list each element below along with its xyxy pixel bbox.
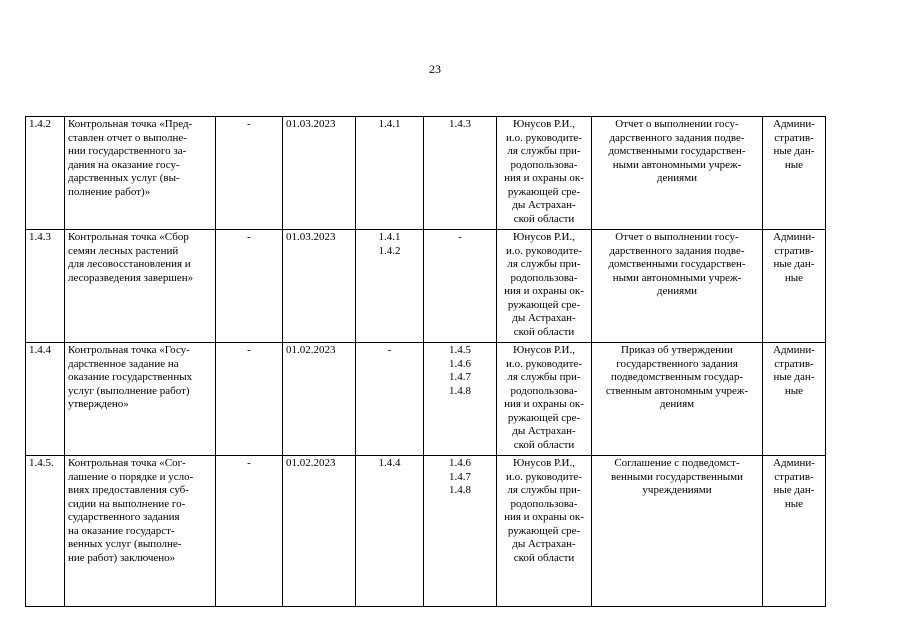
row-predecessors: 1.4.1 1.4.2 bbox=[356, 230, 424, 343]
table-row bbox=[26, 343, 826, 456]
row-predecessors: 1.4.4 bbox=[356, 456, 424, 607]
page-number: 23 bbox=[429, 62, 441, 76]
row-number: 1.4.5. bbox=[26, 456, 65, 607]
row-source: Админи- стратив- ные дан- ные bbox=[763, 456, 826, 607]
row-responsible: Юнусов Р.И., и.о. руководите- ля службы при- родопользова- ния и охраны ок- ружающей сре- ды Астрахан- ской области bbox=[497, 343, 592, 456]
row-number: 1.4.4 bbox=[26, 343, 65, 456]
row-number: 1.4.3 bbox=[26, 230, 65, 343]
row-dash: - bbox=[216, 117, 283, 230]
row-source: Админи- стратив- ные дан- ные bbox=[763, 230, 826, 343]
row-title: Контрольная точка «Сог- лашение о порядке и усло- виях предоставления суб- сидии на выполнение го- сударственного задания на оказание государст- венных услуг (выполне- ние работ) заключено» bbox=[65, 456, 216, 607]
row-source: Админи- стратив- ные дан- ные bbox=[763, 343, 826, 456]
row-number: 1.4.2 bbox=[26, 117, 65, 230]
row-predecessors: - bbox=[356, 343, 424, 456]
row-dash: - bbox=[216, 230, 283, 343]
row-date: 01.03.2023 bbox=[283, 117, 356, 230]
row-document: Соглашение с подведомст- венными государственными учреждениями bbox=[592, 456, 763, 607]
table-body bbox=[26, 117, 826, 607]
row-document: Отчет о выполнении госу- дарственного задания подве- домственными государствен- ными автономными учреж- дениями bbox=[592, 117, 763, 230]
row-responsible: Юнусов Р.И., и.о. руководите- ля службы при- родопользова- ния и охраны ок- ружающей сре- ды Астрахан- ской области bbox=[497, 456, 592, 607]
row-dash: - bbox=[216, 343, 283, 456]
row-document: Отчет о выполнении госу- дарственного задания подве- домственными государствен- ными автономными учреж- дениями bbox=[592, 230, 763, 343]
row-successors: 1.4.5 1.4.6 1.4.7 1.4.8 bbox=[424, 343, 497, 456]
row-date: 01.02.2023 bbox=[283, 343, 356, 456]
row-title: Контрольная точка «Пред- ставлен отчет о выполне- нии государственного за- дания на оказание госу- дарственных услуг (вы- полнение работ)» bbox=[65, 117, 216, 230]
row-title: Контрольная точка «Сбор семян лесных растений для лесовосстановления и лесоразведения завершен» bbox=[65, 230, 216, 343]
row-predecessors: 1.4.1 bbox=[356, 117, 424, 230]
row-date: 01.03.2023 bbox=[283, 230, 356, 343]
row-date: 01.02.2023 bbox=[283, 456, 356, 607]
row-successors: 1.4.3 bbox=[424, 117, 497, 230]
row-source: Админи- стратив- ные дан- ные bbox=[763, 117, 826, 230]
row-successors: - bbox=[424, 230, 497, 343]
table-row bbox=[26, 456, 826, 607]
row-responsible: Юнусов Р.И., и.о. руководите- ля службы при- родопользова- ния и охраны ок- ружающей сре- ды Астрахан- ской области bbox=[497, 117, 592, 230]
table-row bbox=[26, 230, 826, 343]
row-successors: 1.4.6 1.4.7 1.4.8 bbox=[424, 456, 497, 607]
row-title: Контрольная точка «Госу- дарственное задание на оказание государственных услуг (выполнение работ) утверждено» bbox=[65, 343, 216, 456]
control-points-table bbox=[25, 116, 826, 607]
table-row bbox=[26, 117, 826, 230]
row-responsible: Юнусов Р.И., и.о. руководите- ля службы при- родопользова- ния и охраны ок- ружающей сре- ды Астрахан- ской области bbox=[497, 230, 592, 343]
row-dash: - bbox=[216, 456, 283, 607]
row-document: Приказ об утверждении государственного задания подведомственным государ- ственным автономным учреж- дениям bbox=[592, 343, 763, 456]
